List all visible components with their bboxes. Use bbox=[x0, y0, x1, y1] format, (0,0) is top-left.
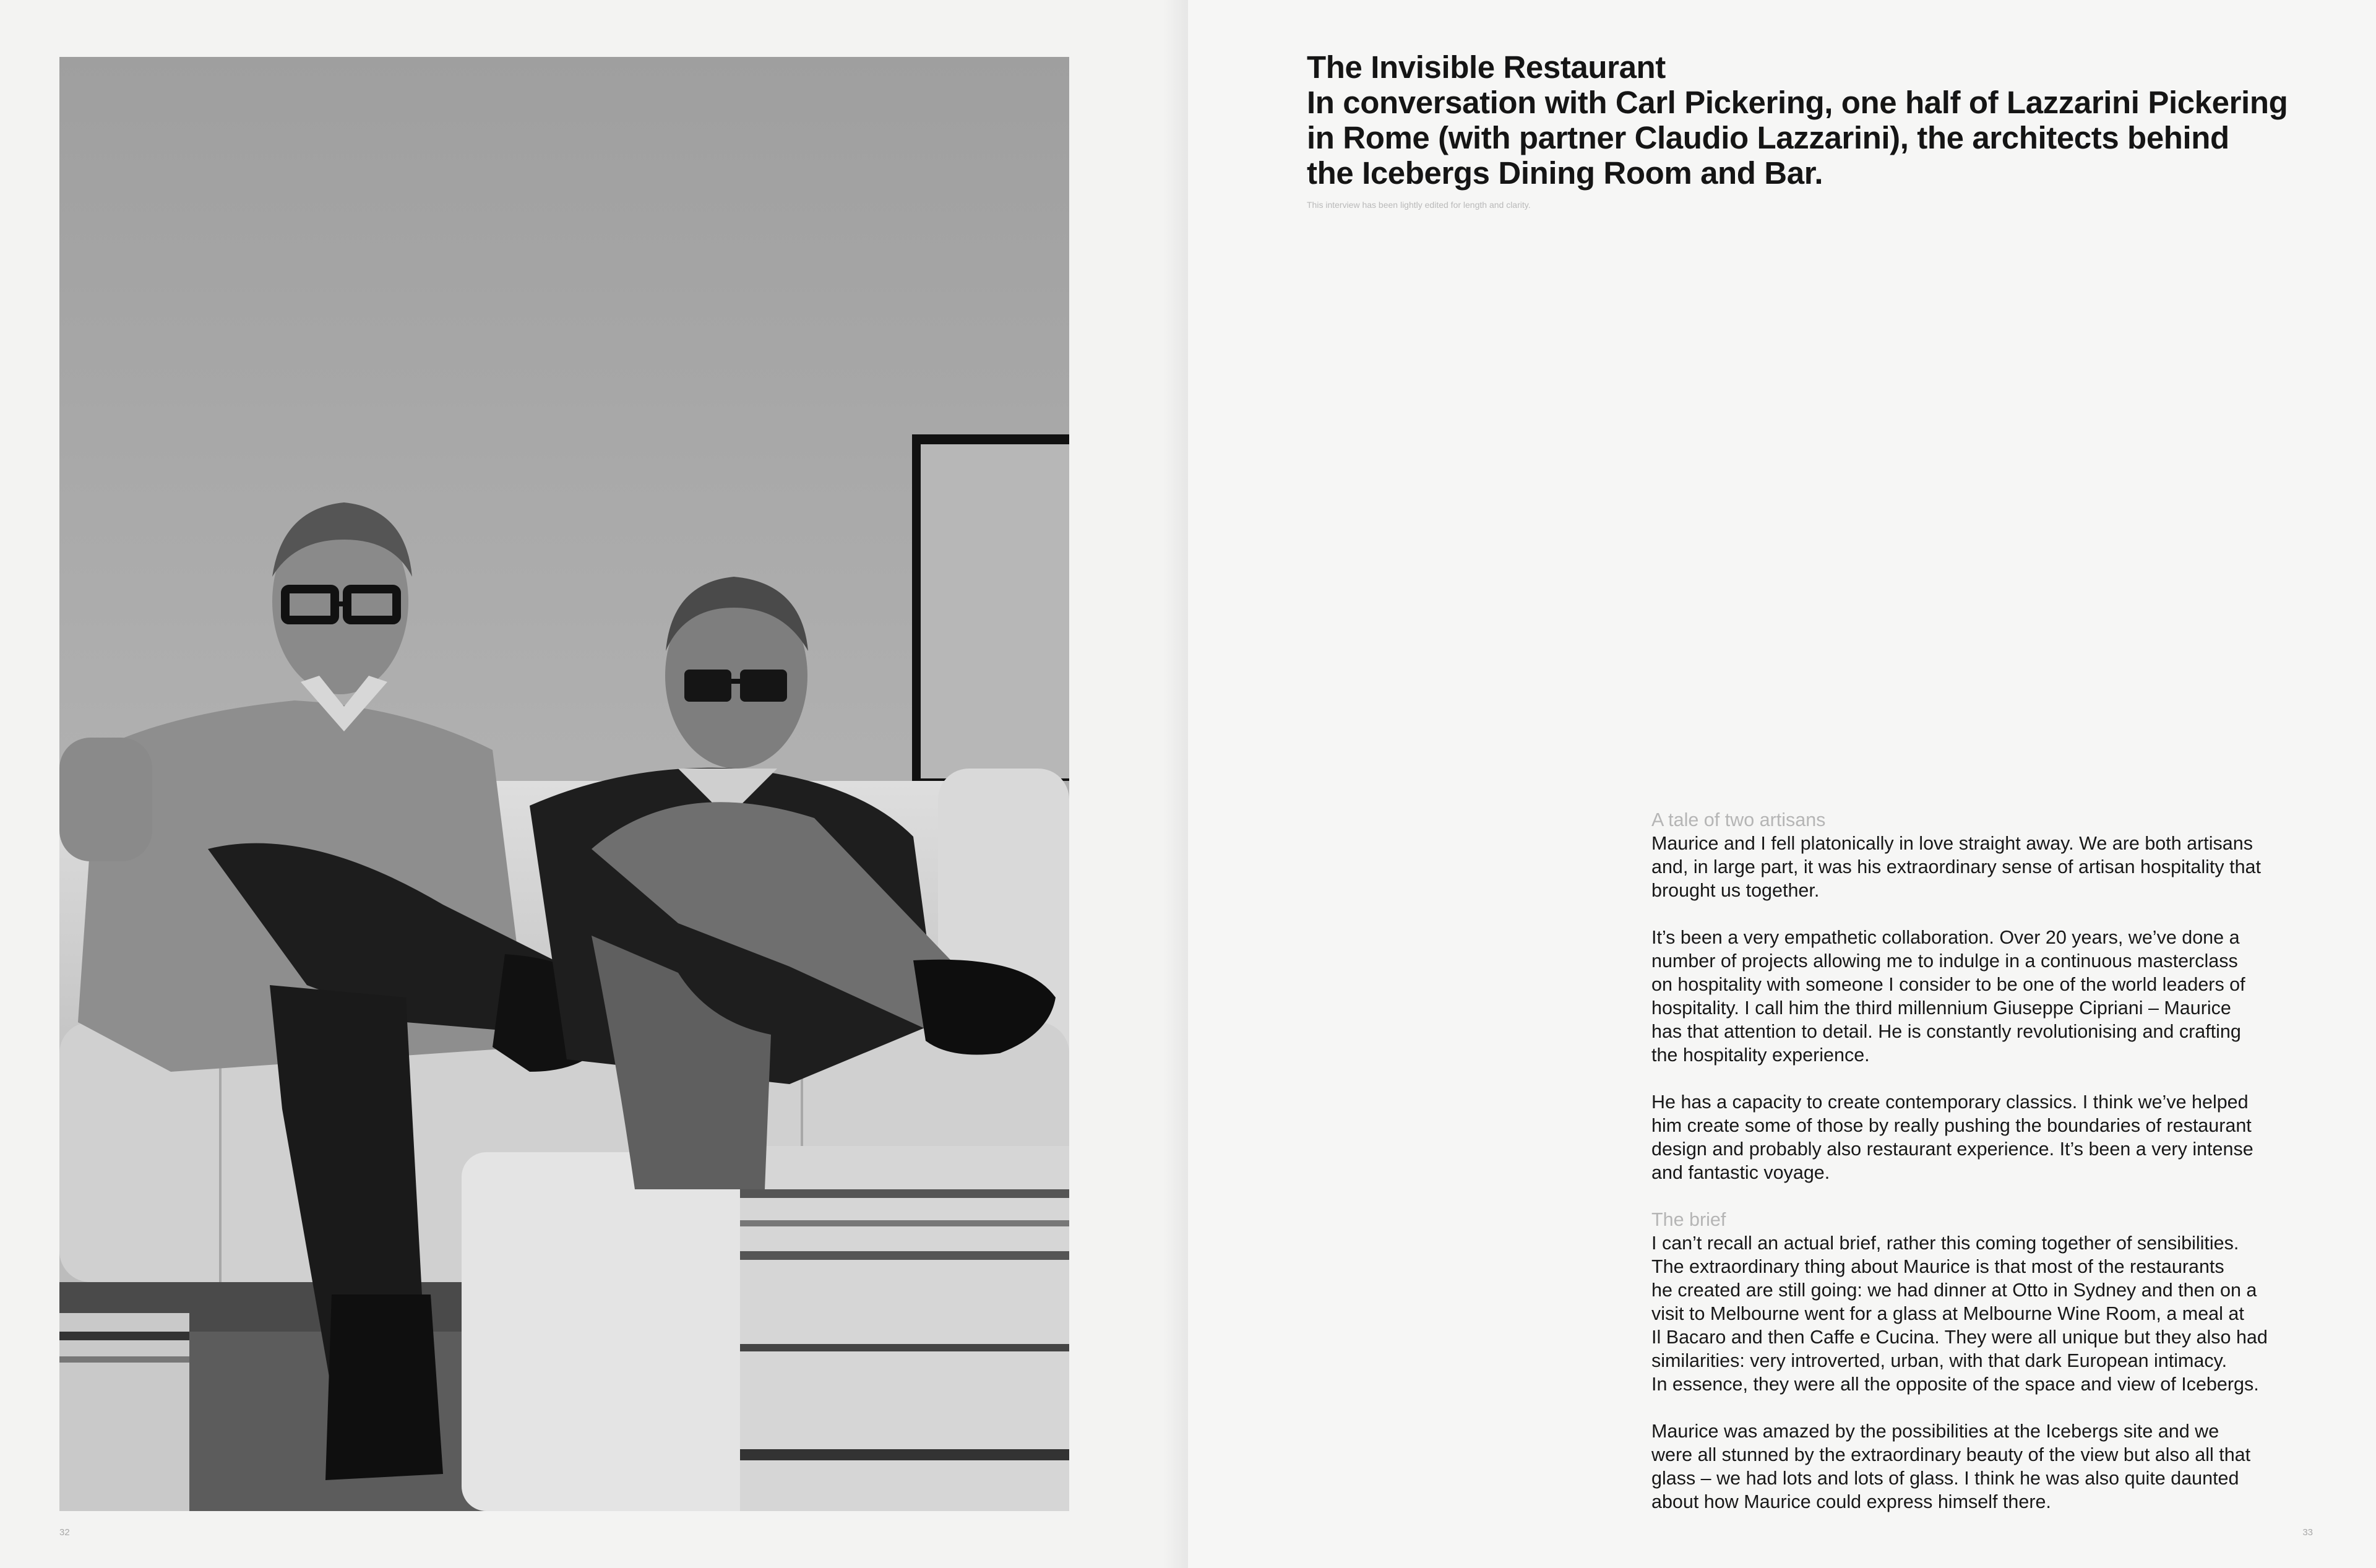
text-line: In essence, they were all the opposite of the space and view of Icebergs. bbox=[1651, 1374, 2259, 1395]
paragraph bbox=[1651, 1419, 2332, 1514]
text-line: on hospitality with someone I consider to be one of the world leaders of bbox=[1651, 974, 2245, 995]
text-line: number of projects allowing me to indulge in a continuous masterclass bbox=[1651, 950, 2238, 971]
paragraph bbox=[1651, 1090, 2332, 1184]
edit-note: This interview has been lightly edited for length and clarity. bbox=[1307, 200, 1531, 210]
text-line: has that attention to detail. He is constantly revolutionising and crafting bbox=[1651, 1021, 2241, 1042]
text-line: were all stunned by the extraordinary beauty of the view but also all that bbox=[1651, 1444, 2251, 1465]
headline-title: The Invisible Restaurant bbox=[1307, 50, 1666, 85]
paragraph bbox=[1651, 1231, 2332, 1396]
paragraph bbox=[1651, 832, 2332, 902]
headline-line: in Rome (with partner Claudio Lazzarini), the architects behind bbox=[1307, 120, 2229, 155]
article-headline bbox=[1307, 50, 2334, 191]
text-line: he created are still going: we had dinner at Otto in Sydney and then on a bbox=[1651, 1280, 2257, 1301]
section-heading: A tale of two artisans bbox=[1651, 809, 1826, 830]
text-line: and fantastic voyage. bbox=[1651, 1162, 1830, 1183]
headline-line: the Icebergs Dining Room and Bar. bbox=[1307, 155, 1823, 191]
text-line: Maurice was amazed by the possibilities at the Icebergs site and we bbox=[1651, 1421, 2219, 1442]
right-page-number: 33 bbox=[2302, 1527, 2313, 1538]
text-line: He has a capacity to create contemporary classics. I think we’ve helped bbox=[1651, 1092, 2249, 1113]
text-line: brought us together. bbox=[1651, 880, 1820, 901]
text-line: Maurice and I fell platonically in love straight away. We are both artisans bbox=[1651, 833, 2253, 854]
headline-line: In conversation with Carl Pickering, one half of Lazzarini Pickering bbox=[1307, 85, 2288, 120]
text-line: and, in large part, it was his extraordinary sense of artisan hospitality that bbox=[1651, 856, 2261, 877]
text-line: Il Bacaro and then Caffe e Cucina. They were all unique but they also had bbox=[1651, 1327, 2268, 1348]
text-line: The extraordinary thing about Maurice is that most of the restaurants bbox=[1651, 1256, 2224, 1277]
text-line: the hospitality experience. bbox=[1651, 1045, 1870, 1066]
text-line: I can’t recall an actual brief, rather this coming together of sensibilities. bbox=[1651, 1233, 2239, 1254]
text-line: It’s been a very empathetic collaboration. Over 20 years, we’ve done a bbox=[1651, 927, 2240, 948]
text-line: glass – we had lots and lots of glass. I think he was also quite daunted bbox=[1651, 1468, 2239, 1489]
portrait-photo bbox=[59, 57, 1069, 1511]
left-page-number: 32 bbox=[59, 1527, 70, 1538]
text-line: about how Maurice could express himself there. bbox=[1651, 1491, 2051, 1512]
text-line: similarities: very introverted, urban, with that dark European intimacy. bbox=[1651, 1350, 2228, 1371]
paragraph bbox=[1651, 926, 2332, 1067]
section-heading: The brief bbox=[1651, 1209, 1726, 1230]
text-line: design and probably also restaurant experience. It’s been a very intense bbox=[1651, 1139, 2253, 1160]
text-line: visit to Melbourne went for a glass at Melbourne Wine Room, a meal at bbox=[1651, 1303, 2244, 1324]
article-body bbox=[1651, 808, 2332, 1537]
text-line: him create some of those by really pushing the boundaries of restaurant bbox=[1651, 1115, 2252, 1136]
text-line: hospitality. I call him the third millennium Giuseppe Cipriani – Maurice bbox=[1651, 997, 2231, 1019]
